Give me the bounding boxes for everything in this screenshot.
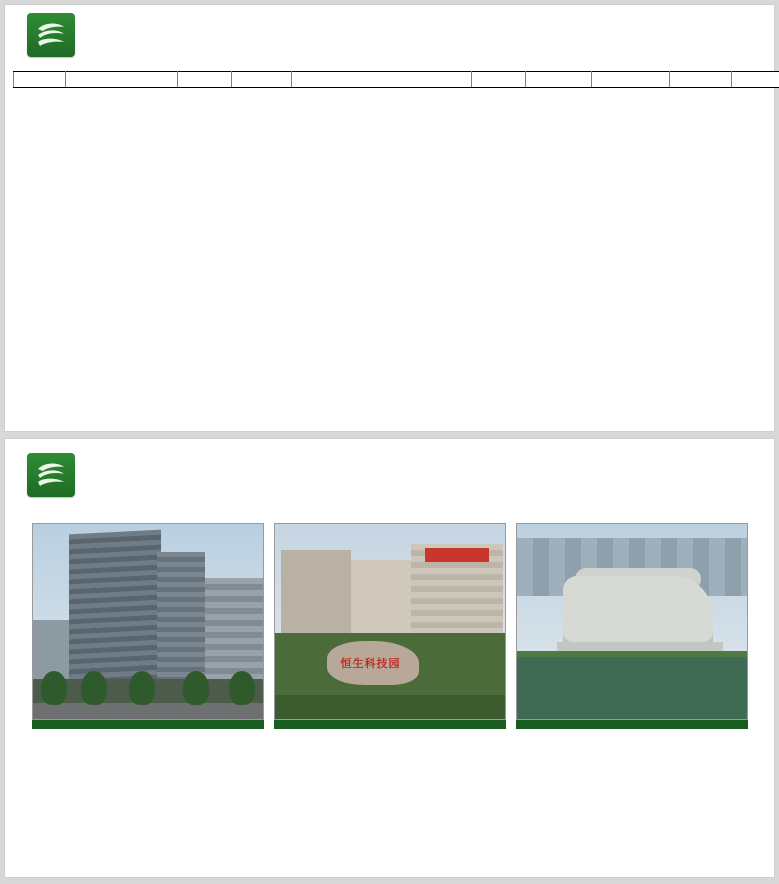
th-monthly-saving-money bbox=[732, 72, 779, 88]
card-caption bbox=[32, 720, 264, 729]
slide-energy-data bbox=[4, 4, 775, 432]
card-description bbox=[516, 729, 748, 733]
th-monthly-saving-kwh bbox=[592, 72, 670, 88]
table-header-row bbox=[14, 72, 779, 88]
card-description bbox=[32, 729, 264, 733]
list-item bbox=[32, 523, 264, 733]
energy-comparison-table bbox=[13, 71, 779, 88]
card-caption bbox=[516, 720, 748, 729]
list-item bbox=[516, 523, 748, 733]
company-logo-icon-2 bbox=[27, 453, 75, 497]
th-original-usage bbox=[472, 72, 526, 88]
card-description bbox=[274, 729, 506, 733]
slide-underground-parking bbox=[4, 438, 775, 878]
photo-hengsheng-park: 恒生科技园 bbox=[274, 523, 506, 720]
th-unit-price bbox=[670, 72, 732, 88]
th-content bbox=[292, 72, 472, 88]
photo-huanglong-parking bbox=[32, 523, 264, 720]
th-project-type bbox=[178, 72, 232, 88]
card-caption bbox=[274, 720, 506, 729]
energy-table-wrapper bbox=[13, 71, 766, 88]
th-project-name bbox=[66, 72, 178, 88]
photo-haida-parking bbox=[516, 523, 748, 720]
photo-card-list bbox=[5, 523, 774, 733]
slide1-header bbox=[5, 5, 774, 57]
slide2-header bbox=[5, 439, 774, 497]
th-efficiency bbox=[526, 72, 592, 88]
th-district bbox=[14, 72, 66, 88]
list-item bbox=[274, 523, 506, 733]
th-scale bbox=[232, 72, 292, 88]
company-logo-icon bbox=[27, 13, 75, 57]
